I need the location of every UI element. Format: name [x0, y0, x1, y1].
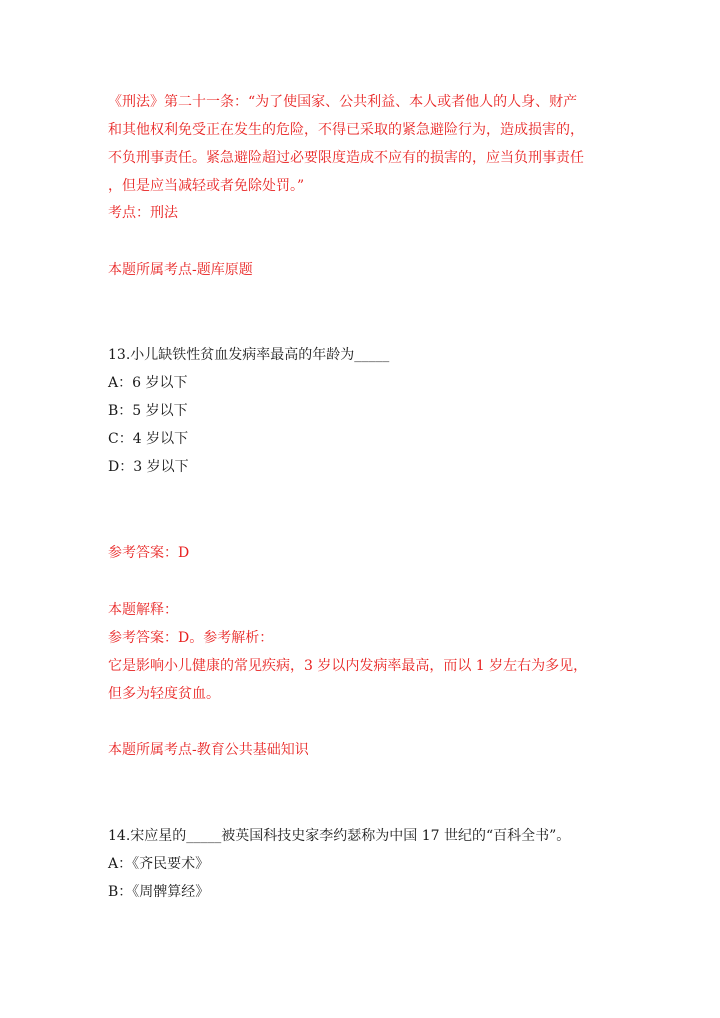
explanation-line: 参考答案：D。参考解析：	[108, 630, 274, 646]
answer-label: 参考答案：D	[108, 545, 190, 561]
category-label: 本题所属考点-题库原题	[108, 262, 253, 278]
explanation-line: 但多为轻度贫血。	[108, 686, 220, 702]
explanation-title: 本题解释：	[108, 602, 178, 618]
question-13: 13.小儿缺铁性贫血发病率最高的年龄为_____	[108, 347, 390, 363]
category-label: 本题所属考点-教育公共基础知识	[108, 742, 309, 758]
option-b: B：《周髀算经》	[108, 884, 210, 900]
option-b: B：5 岁以下	[108, 403, 188, 419]
question-14: 14.宋应星的_____被英国科技史家李约瑟称为中国 17 世纪的“百科全书”。	[108, 828, 571, 844]
explanation-line: ，但是应当减轻或者免除处罚。”	[108, 178, 305, 194]
option-a: A：6 岁以下	[108, 375, 188, 391]
option-a: A：《齐民要术》	[108, 856, 210, 872]
kaodian-label: 考点：刑法	[108, 205, 178, 221]
explanation-line: 和其他权利免受正在发生的危险，不得已采取的紧急避险行为，造成损害的，	[108, 122, 584, 138]
explanation-line: 它是影响小儿健康的常见疾病，3 岁以内发病率最高，而以 1 岁左右为多见，	[108, 658, 588, 674]
option-c: C：4 岁以下	[108, 431, 189, 447]
explanation-line: 《刑法》第二十一条：“为了使国家、公共利益、本人或者他人的人身、财产	[108, 94, 578, 110]
explanation-line: 不负刑事责任。紧急避险超过必要限度造成不应有的损害的，应当负刑事责任	[108, 150, 584, 166]
option-d: D：3 岁以下	[108, 459, 189, 475]
